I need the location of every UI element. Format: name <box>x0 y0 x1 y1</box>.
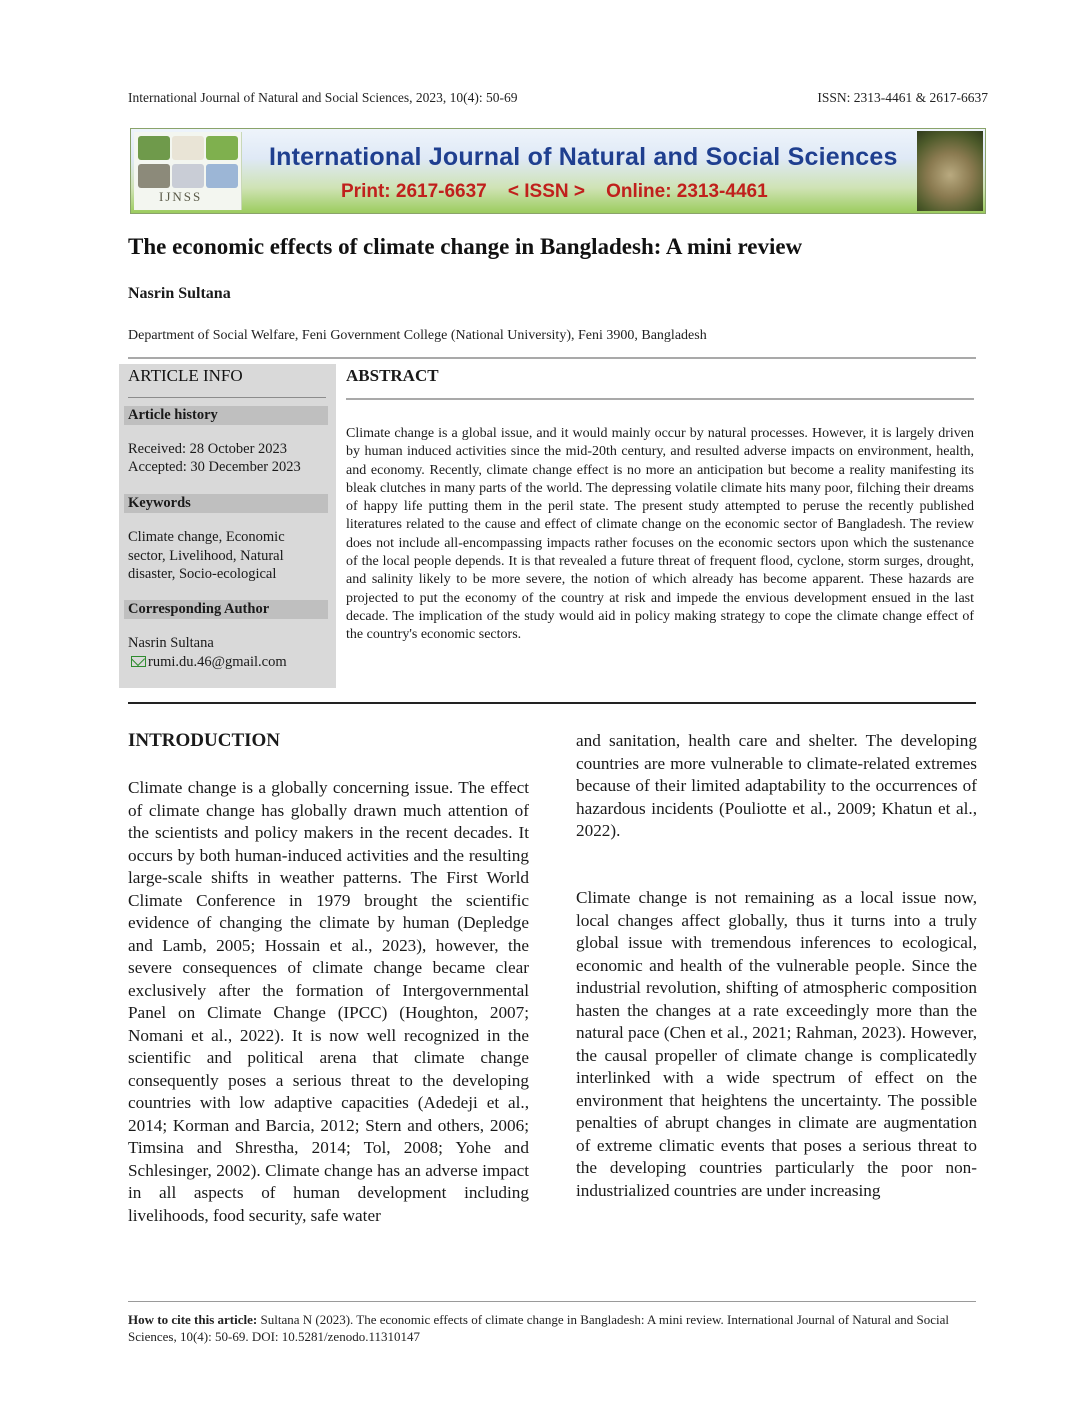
introduction-paragraph-1-continued: and sanitation, health care and shelter. The developing countries are more vulnerable to climate-related extremes because of their limited adaptability to the occurrences of hazardous incidents (Pouliotte et al., 2009; Khatun et al., 2022). <box>576 731 977 840</box>
author-name: Nasrin Sultana <box>128 285 231 302</box>
cactus-image <box>917 131 983 211</box>
divider <box>128 1301 976 1302</box>
email-line <box>131 653 331 672</box>
plant-icon <box>138 136 170 160</box>
divider <box>128 397 326 398</box>
envelope-icon <box>131 656 146 667</box>
lab-icon <box>206 164 238 188</box>
citation-label: How to cite this article: <box>128 1312 258 1327</box>
running-head-journal: International Journal of Natural and Social Sciences, 2023, 10(4): 50-69 <box>128 90 518 105</box>
abstract-heading: ABSTRACT <box>346 366 439 385</box>
author-affiliation: Department of Social Welfare, Feni Government College (National University), Feni 3900, Bangladesh <box>128 328 707 343</box>
divider <box>128 357 976 359</box>
leaf-icon <box>206 136 238 160</box>
banner-brand-text: IJNSS <box>159 189 203 204</box>
article-info-heading: ARTICLE INFO <box>128 366 243 385</box>
banner-title: International Journal of Natural and Social Sciences <box>269 143 898 171</box>
received-date: Received: 28 October 2023 <box>128 441 288 457</box>
fish-icon <box>138 164 170 188</box>
introduction-heading: INTRODUCTION <box>128 730 281 751</box>
divider <box>128 702 976 704</box>
corresponding-author-name: Nasrin Sultana <box>128 635 214 651</box>
corresponding-author-label: Corresponding Author <box>124 600 328 619</box>
running-head-issn: ISSN: 2313-4461 & 2617-6637 <box>817 90 988 105</box>
keywords-label: Keywords <box>124 494 328 513</box>
email-link[interactable]: rumi.du.46@gmail.com <box>148 654 287 670</box>
family-icon <box>172 164 204 188</box>
article-history-label: Article history <box>124 406 328 425</box>
animal-icon <box>172 136 204 160</box>
accepted-date: Accepted: 30 December 2023 <box>128 459 301 475</box>
introduction-paragraph-1: Climate change is a globally concerning issue. The effect of climate change has globally drawn much attention of the scientists and policy makers in the recent decades. It occurs by both human-induced activities and the resulting large-scale shifts in weather patterns. The First World Climate Conference in 1979 brought the scientific evidence of changing the climate by human (Depledge and Lamb, 2005; Hossain et al., 2023), however, the severe consequences of climate change became clear exclusively after the formation of Intergovernmental Panel on Climate Change (IPCC) (Houghton, 2007; Nomani et al., 2022). It is now well recognized in the scientific and political arena that climate change consequently poses a serious threat to the developing countries with low adaptive capacities (Adedeji et al., 2014; Korman and Barcia, 2012; Stern and others, 2006; Timsina and Shrestha, 2014; Tol, 2008; Yohe and Schlesinger, 2002). Climate change has an adverse impact in all aspects of human development including livelihoods, food security, safe water <box>128 778 529 1225</box>
citation-text: Sultana N (2023). The economic effects of climate change in Bangladesh: A mini review. International Journal of Natural and Social Sciences, 10(4): 50-69. DOI: 10.5281/zenodo.11310147 <box>128 1312 950 1344</box>
keywords-list: Climate change, Economic sector, Livelihood, Natural disaster, Socio-ecological <box>128 529 285 582</box>
citation-note <box>128 1311 976 1345</box>
banner-issn-line: Print: 2617-6637 < ISSN > Online: 2313-4461 <box>341 181 768 202</box>
article-title: The economic effects of climate change in Bangladesh: A mini review <box>128 234 803 259</box>
divider <box>346 398 974 400</box>
journal-banner <box>130 128 986 214</box>
abstract-text: Climate change is a global issue, and it would mainly occur by natural processes. However, it is largely driven by human induced activities since the mid-20th century, and resulted adverse impacts on environment, health, and economy. Recently, climate change effect is no more an anticipation but become a reality manifesting its bleak clutches in many parts of the world. The depressing volatile climate hits many poor, filching their dreams of happy life putting them in the peril state. The present study attempted to peruse the recently published literatures related to the cause and effect of climate change on the economic sector of Bangladesh. The review does not include all-encompassing impacts rather focuses on the economic sectors upon which the sustenance of the local people depends. It is that revealed a future threat of frequent flood, cyclone, storm surges, drought, and salinity likely to be more severe, the notion of which already has become apparent. These hazards are projected to put the economy of the country at risk and impede the envious development ensued in the last decade. The implication of the study would aid in policy making strategy to cope the climate change effect of the country's economic sectors. <box>346 426 974 643</box>
introduction-paragraph-2: Climate change is not remaining as a local issue now, local changes affect globally, thus it turns into a truly global issue with tremendous inferences to ecological, economic and health of the vulnerable people. Since the industrial revolution, shifting of atmospheric composition hasten the changes at a rate exceedingly more than the natural pace (Chen et al., 2021; Rahman, 2023). However, the causal propeller of climate change is complicatedly interlinked with a wide spectrum of effect on the environment that heightens the uncertainty. The possible penalties of abrupt changes in climate are augmentation of extreme climatic events that poses a serious threat to the developing countries particularly the poor non-industrialized countries are under increasing <box>576 888 977 1200</box>
